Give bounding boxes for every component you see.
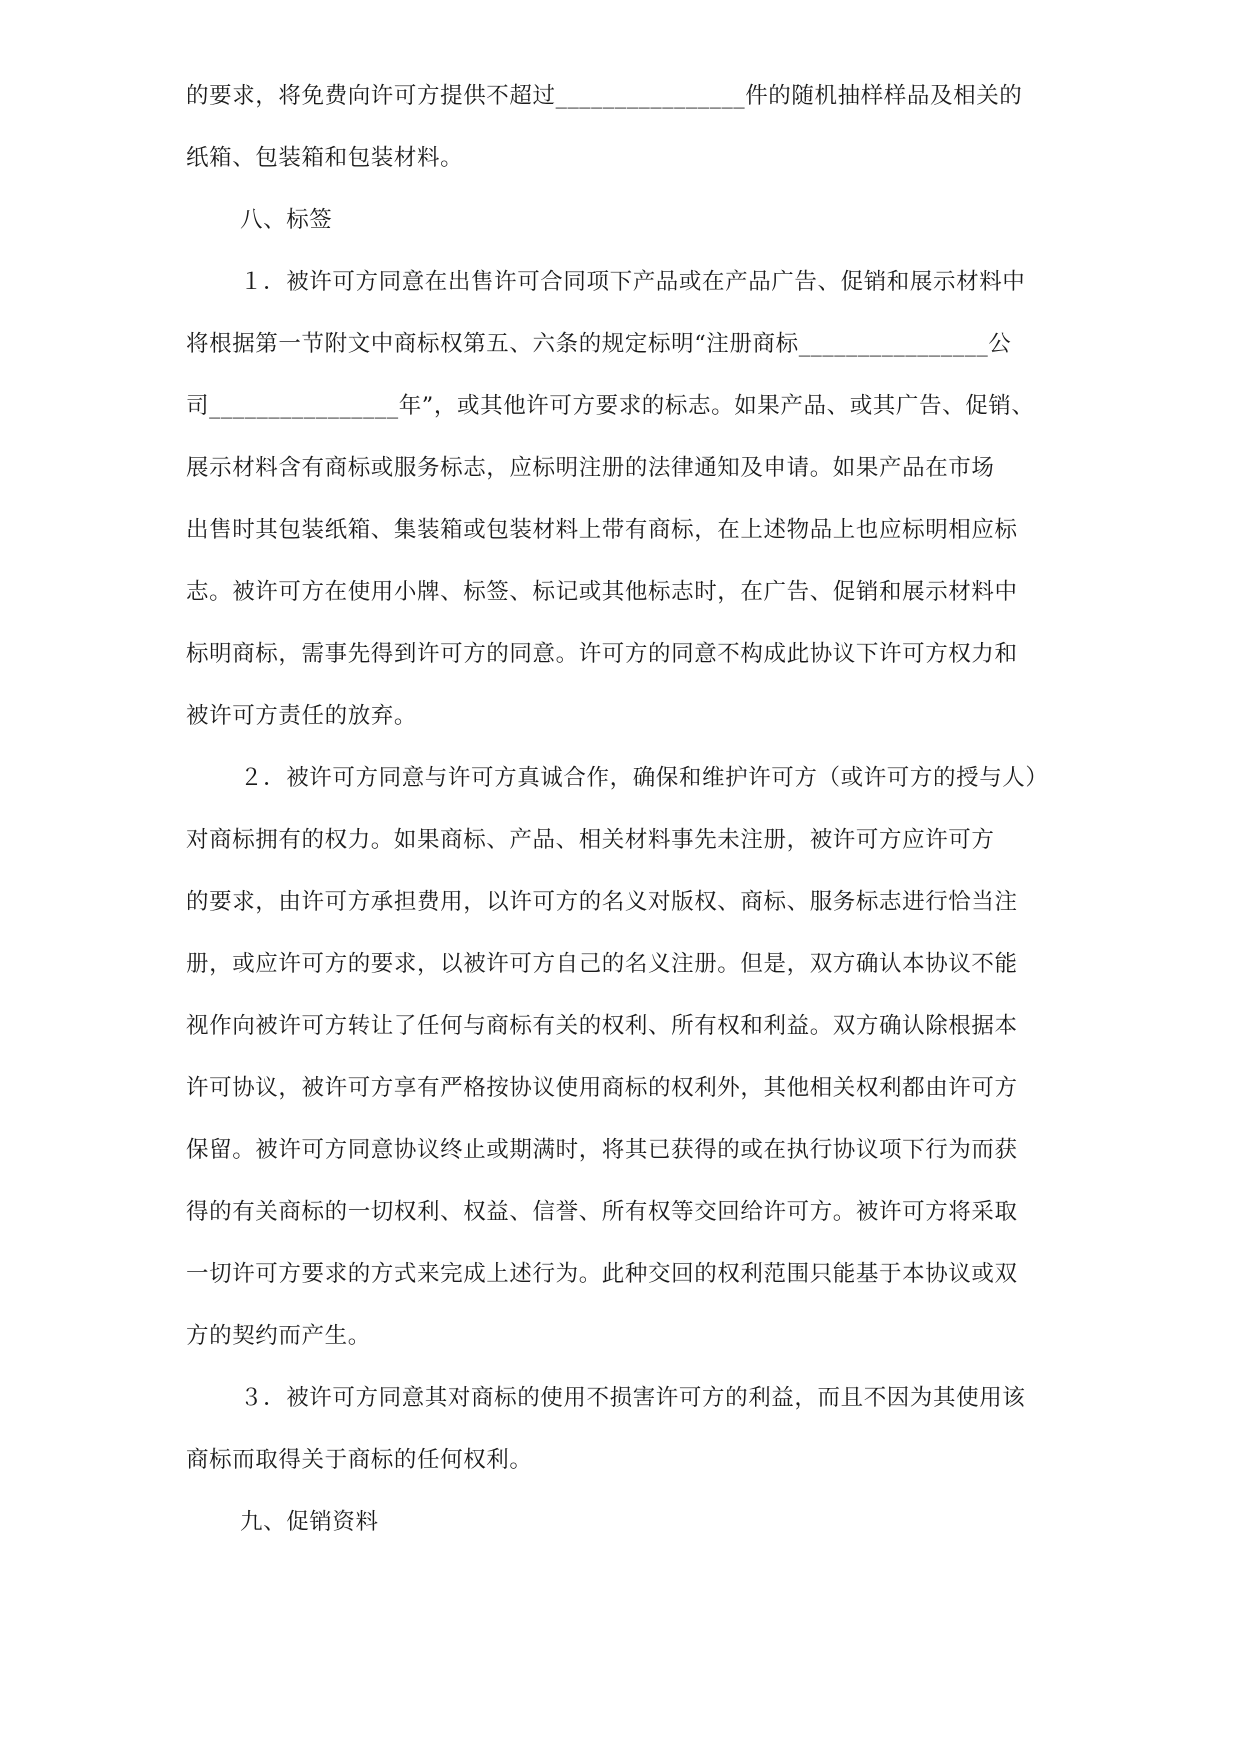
text-line: 的要求，将免费向许可方提供不超过________________件的随机抽样样品及相关的	[186, 83, 1023, 109]
text-line: ２．被许可方同意与许可方真诚合作，确保和维护许可方（或许可方的授与人）	[240, 765, 1049, 791]
text-line: 的要求，由许可方承担费用，以许可方的名义对版权、商标、服务标志进行恰当注	[186, 889, 1018, 915]
text-line: 被许可方责任的放弃。	[186, 703, 418, 729]
text-line: 视作向被许可方转让了任何与商标有关的权利、所有权和利益。双方确认除根据本	[186, 1013, 1018, 1039]
text-line: 保留。被许可方同意协议终止或期满时，将其已获得的或在执行协议项下行为而获	[186, 1137, 1018, 1163]
text-line: 册，或应许可方的要求，以被许可方自己的名义注册。但是，双方确认本协议不能	[186, 951, 1018, 977]
section-heading: 八、标签	[240, 207, 333, 233]
text-line: 一切许可方要求的方式来完成上述行为。此种交回的权利范围只能基于本协议或双	[186, 1261, 1018, 1287]
text-line: １．被许可方同意在出售许可合同项下产品或在产品广告、促销和展示材料中	[240, 269, 1026, 295]
text-line: 对商标拥有的权力。如果商标、产品、相关材料事先未注册，被许可方应许可方	[186, 827, 995, 853]
text-line: 司________________年”，或其他许可方要求的标志。如果产品、或其广告、促销、	[186, 393, 1035, 419]
text-line: ３．被许可方同意其对商标的使用不损害许可方的利益，而且不因为其使用该	[240, 1385, 1026, 1411]
text-line: 纸箱、包装箱和包装材料。	[186, 145, 464, 171]
text-line: 标明商标，需事先得到许可方的同意。许可方的同意不构成此协议下许可方权力和	[186, 641, 1018, 667]
text-line: 志。被许可方在使用小牌、标签、标记或其他标志时，在广告、促销和展示材料中	[186, 579, 1018, 605]
text-line: 方的契约而产生。	[186, 1323, 371, 1349]
section-heading: 九、促销资料	[240, 1509, 379, 1535]
text-line: 得的有关商标的一切权利、权益、信誉、所有权等交回给许可方。被许可方将采取	[186, 1199, 1018, 1225]
text-line: 展示材料含有商标或服务标志，应标明注册的法律通知及申请。如果产品在市场	[186, 455, 995, 481]
text-line: 将根据第一节附文中商标权第五、六条的规定标明“注册商标________________公	[186, 331, 1012, 357]
text-line: 许可协议，被许可方享有严格按协议使用商标的权利外，其他相关权利都由许可方	[186, 1075, 1018, 1101]
text-line: 出售时其包装纸箱、集装箱或包装材料上带有商标，在上述物品上也应标明相应标	[186, 517, 1018, 543]
text-line: 商标而取得关于商标的任何权利。	[186, 1447, 533, 1473]
